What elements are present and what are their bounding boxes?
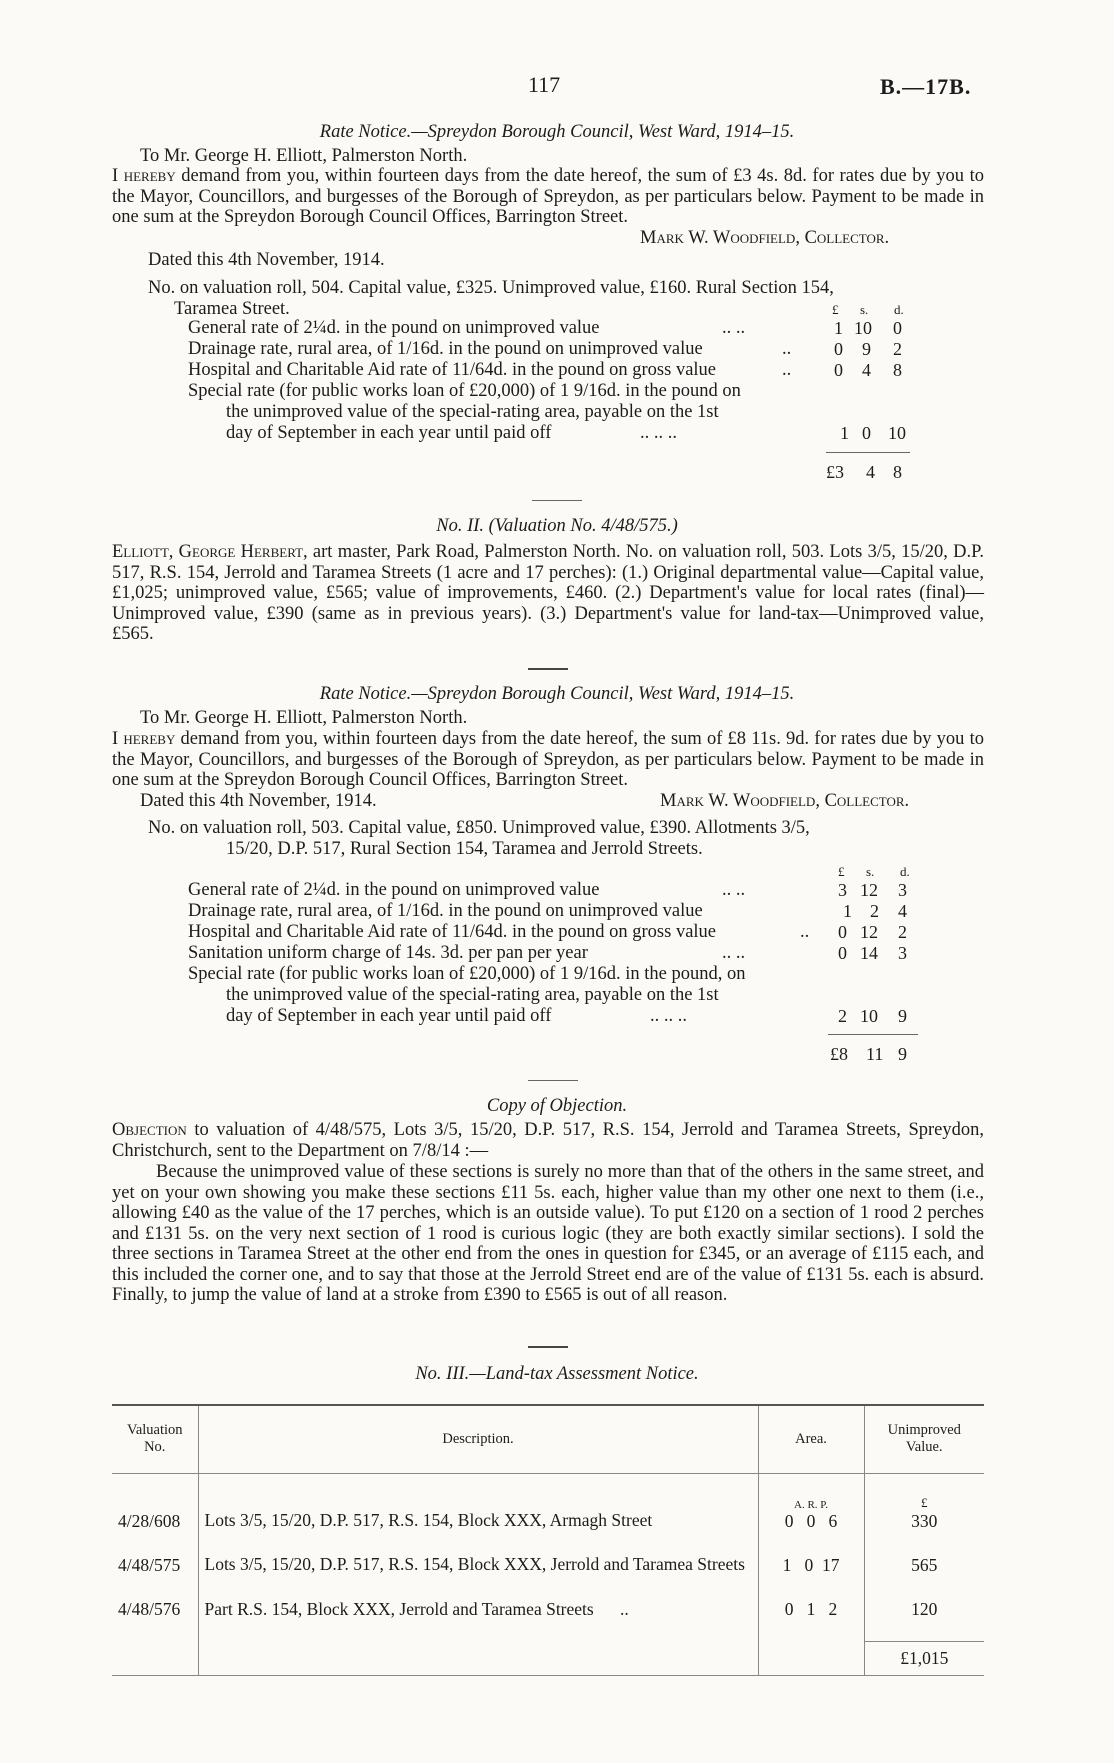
cell-description: Lots 3/5, 15/20, D.P. 517, R.S. 154, Block XXX, Jerrold and Taramea Streets [198, 1555, 758, 1599]
notice1-special-line2: the unimproved value of the special-rating area, payable on the 1st [226, 402, 719, 422]
notice2-roll-line1: No. on valuation roll, 503. Capital value, £850. Unimproved value, £390. Allotments 3/5, [148, 818, 810, 838]
area-units-header: A. R. P. [758, 1473, 864, 1511]
objection-intro-text: to valuation of 4/48/575, Lots 3/5, 15/20, D.P. 517, R.S. 154, Jerrold and Taramea Streets, Spreydon, Christchurch, sent to the Department on 7/8/14 :— [112, 1120, 984, 1161]
notice1-total-pounds: £3 [826, 462, 844, 482]
notice2-special-line3: day of September in each year until paid off [226, 1006, 552, 1026]
cell-value: 120 [864, 1599, 984, 1641]
notice2-currency-pounds: £ [838, 864, 845, 879]
notice2-item-dots: .. .. [722, 880, 746, 900]
cell-valuation-no: 4/48/575 [118, 1555, 181, 1575]
notice1-item: General rate of 2¼d. in the pound on unimproved value [188, 318, 600, 338]
objection-title: Copy of Objection. [486, 1096, 628, 1116]
section-divider [528, 1080, 578, 1081]
notice1-item-shillings: 10 [854, 318, 872, 338]
notice1-item-dots: .. [782, 339, 792, 359]
notice2-special-shillings: 10 [860, 1006, 878, 1026]
notice2-item: Drainage rate, rural area, of 1/16d. in the pound on unimproved value [188, 901, 703, 921]
notice1-special-dots: .. .. .. [640, 423, 677, 443]
header-unimproved-value: Unimproved Value. [864, 1405, 984, 1473]
valuation-title: No. II. (Valuation No. 4/48/575.) [436, 516, 678, 536]
notice2-item-shillings: 12 [860, 922, 878, 942]
notice2-body [112, 729, 984, 791]
notice2-special-line1: Special rate (for public works loan of £20,000) of 1 9/16d. in the pound, on [188, 964, 746, 984]
section-divider [532, 500, 582, 501]
notice1-item-shillings: 9 [862, 339, 871, 359]
cell-value: 565 [864, 1555, 984, 1599]
notice2-special-pounds: 2 [838, 1006, 847, 1026]
objection-body: Because the unimproved value of these sections is surely no more than that of the others in the same street, and yet on your own showing you make these sections £11 5s. each, higher value than my other one next to them (i.e., allowing £40 as the value of the 17 perches, which is an outside value). To put £120 on a section of 1 rood 2 perches and £131 5s. on the very next section of 1 rood is curious logic (they are both exactly similar sections). I sold the three sections in Taramea Street at the other end from the ones in question for £345, or an average of £115 each, and this included the corner one, and to say that those at the Jerrold Street end are of the value of £131 5s. each is absurd. Finally, to jump the value of land at a stroke from £390 to £565 is out of all reason. [112, 1162, 984, 1305]
notice2-item-pounds: 1 [843, 901, 852, 921]
notice1-currency-pounds: £ [832, 302, 839, 317]
notice2-item: Sanitation uniform charge of 14s. 3d. per pan per year [188, 943, 588, 963]
objection-lead: Objection [112, 1120, 187, 1140]
notice2-dated: Dated this 4th November, 1914. [140, 791, 377, 811]
notice1-to: To Mr. George H. Elliott, Palmerston North. [140, 146, 468, 166]
notice2-body-text: demand from you, within fourteen days from the date hereof, the sum of £8 11s. 9d. for rates due by you to the Mayor, Councillors, and burgesses of the Borough of Spreydon, as per particulars below. Payment to be made in one sum at the Spreydon Borough Council Offices, Barrington Street. [112, 729, 984, 790]
notice2-roll-line2: 15/20, D.P. 517, Rural Section 154, Taramea and Jerrold Streets. [226, 839, 703, 859]
notice2-title: Rate Notice.—Spreydon Borough Council, West Ward, 1914–15. [319, 684, 795, 704]
notice1-total-shillings: 4 [866, 462, 875, 482]
notice1-body [112, 166, 984, 228]
notice2-item-pounds: 0 [838, 943, 847, 963]
notice2-item-dots: .. [800, 922, 810, 942]
notice1-currency-shillings: s. [860, 302, 869, 317]
valuation-name: Elliott, George Herbert, [112, 542, 308, 562]
notice1-title: Rate Notice.—Spreydon Borough Council, West Ward, 1914–15. [319, 122, 795, 142]
cell-value: 330 [864, 1511, 984, 1555]
cell-description: Lots 3/5, 15/20, D.P. 517, R.S. 154, Block XXX, Armagh Street [198, 1511, 758, 1555]
notice2-item-shillings: 12 [860, 880, 878, 900]
notice2-currency-shillings: s. [866, 864, 875, 879]
notice2-total-rule [828, 1034, 918, 1035]
notice2-special-line2: the unimproved value of the special-rating area, payable on the 1st [226, 985, 719, 1005]
header-description: Description. [198, 1405, 758, 1473]
table-row [112, 1555, 984, 1599]
currency-header: £ [864, 1473, 984, 1511]
notice2-item: General rate of 2¼d. in the pound on unimproved value [188, 880, 600, 900]
notice2-item: Hospital and Charitable Aid rate of 11/64d. in the pound on gross value [188, 922, 717, 942]
notice2-item-shillings: 2 [870, 901, 879, 921]
notice2-item-dots: .. .. [722, 943, 746, 963]
cell-area: 1 0 17 [758, 1555, 864, 1599]
notice1-total-rule [826, 452, 910, 453]
notice1-special-line1: Special rate (for public works loan of £20,000) of 1 9/16d. in the pound on [188, 381, 741, 401]
notice1-collector: Mark W. Woodfield, Collector. [640, 228, 890, 248]
notice1-roll-line2: Taramea Street. [174, 299, 290, 319]
notice2-item-pence: 4 [898, 901, 907, 921]
notice2-total-pounds: £8 [830, 1044, 848, 1064]
section-divider [528, 1346, 568, 1348]
land-tax-table [112, 1404, 984, 1676]
valuation-body [112, 542, 984, 645]
notice2-item-pence: 2 [898, 922, 907, 942]
cell-valuation-no: 4/28/608 [118, 1511, 181, 1531]
notice2-special-pence: 9 [898, 1006, 907, 1026]
page-number: 117 [528, 72, 561, 97]
notice1-dated: Dated this 4th November, 1914. [148, 250, 385, 270]
notice1-body-text: demand from you, within fourteen days from the date hereof, the sum of £3 4s. 8d. for rates due by you to the Mayor, Councillors, and burgesses of the Borough of Spreydon, as per particulars below. Payment to be made in one sum at the Spreydon Borough Council Offices, Barrington Street. [112, 166, 984, 227]
valuation-text: art master, Park Road, Palmerston North. No. on valuation roll, 503. Lots 3/5, 15/20, D.P. 517, R.S. 154, Jerrold and Taramea Streets (1 acre and 17 perches): (1.) Original departmental value—Capital value, £1,025; unimproved value, £565; value of improvements, £460. (2.) Department's value for local rates (final)—Unimproved value, £390 (same as in previous years). (3.) Department's value for land-tax—Unimproved value, £565. [112, 542, 984, 644]
notice2-total-pence: 9 [898, 1044, 907, 1064]
notice1-item: Hospital and Charitable Aid rate of 11/64d. in the pound on gross value [188, 360, 717, 380]
notice1-item-dots: .. [782, 360, 792, 380]
notice1-item: Drainage rate, rural area, of 1/16d. in the pound on unimproved value [188, 339, 703, 359]
notice1-item-pence: 2 [893, 339, 902, 359]
notice2-item-pence: 3 [898, 943, 907, 963]
table-row [112, 1599, 984, 1641]
notice1-special-pounds: 1 [840, 423, 849, 443]
notice2-collector: Mark W. Woodfield, Collector. [660, 791, 910, 811]
notice1-item-pounds: 1 [834, 318, 843, 338]
header-area: Area. [758, 1405, 864, 1473]
notice2-currency-pence: d. [900, 864, 910, 879]
notice1-special-shillings: 0 [862, 423, 871, 443]
notice2-body-lead: I hereby [112, 729, 176, 749]
notice1-item-pounds: 0 [834, 339, 843, 359]
header-valuation-no: Valuation No. [126, 1422, 183, 1456]
notice2-item-pence: 3 [898, 880, 907, 900]
notice1-special-line3: day of September in each year until paid off [226, 423, 552, 443]
notice2-total-shillings: 11 [866, 1044, 884, 1064]
objection-intro [112, 1120, 984, 1161]
notice2-item-pounds: 3 [838, 880, 847, 900]
notice1-item-pence: 0 [893, 318, 902, 338]
cell-description: Part R.S. 154, Block XXX, Jerrold and Taramea Streets .. [198, 1599, 758, 1641]
cell-valuation-no: 4/48/576 [118, 1599, 181, 1619]
notice1-currency-pence: d. [894, 302, 904, 317]
notice1-item-pence: 8 [893, 360, 902, 380]
notice1-item-dots: .. .. [722, 318, 746, 338]
notice1-item-shillings: 4 [862, 360, 871, 380]
notice2-item-pounds: 0 [838, 922, 847, 942]
notice1-item-pounds: 0 [834, 360, 843, 380]
notice2-item-shillings: 14 [860, 943, 878, 963]
notice2-special-dots: .. .. .. [650, 1006, 687, 1026]
cell-area: 0 1 2 [758, 1599, 864, 1641]
cell-area: 0 0 6 [758, 1511, 864, 1555]
notice1-roll-line1: No. on valuation roll, 504. Capital value, £325. Unimproved value, £160. Rural Section 154, [148, 278, 834, 298]
notice2-to: To Mr. George H. Elliott, Palmerston North. [140, 708, 468, 728]
notice1-total-pence: 8 [893, 462, 902, 482]
document-reference: B.—17B. [880, 74, 972, 99]
table-total: £1,015 [864, 1641, 984, 1675]
table-row [112, 1511, 984, 1555]
section-divider [528, 668, 568, 670]
notice1-body-lead: I hereby [112, 166, 176, 186]
land-tax-title: No. III.—Land-tax Assessment Notice. [415, 1364, 699, 1384]
notice1-special-pence: 10 [888, 423, 906, 443]
